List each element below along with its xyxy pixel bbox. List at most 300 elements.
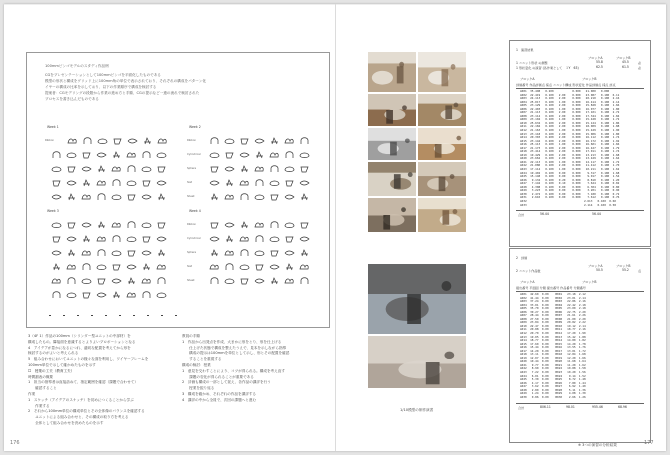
shape-sketch [284, 249, 295, 257]
shape-sketch [96, 151, 107, 159]
table-sub-head: ブロックB [582, 280, 597, 284]
shape-sketch [111, 193, 122, 201]
photo [418, 162, 466, 196]
shape-sketch [96, 249, 107, 257]
shape-sketch [51, 235, 62, 243]
shape-sketch [96, 221, 107, 229]
shape-sketch [284, 263, 295, 271]
shape-sketch [239, 193, 250, 201]
shape-sketch [126, 291, 137, 299]
shape-sketch [299, 179, 310, 187]
shape-sketch [96, 291, 107, 299]
shape-sketch [141, 151, 152, 159]
shape-sketch [126, 151, 137, 159]
shape-sketch [81, 151, 92, 159]
table-row: A014 20.303 0.200 2.00 0.000 16.112 0.100 1.74 [520, 135, 620, 140]
shape-sketch [141, 179, 152, 187]
table-total-label: 合計 [518, 405, 525, 410]
table-row: A012 21.163 0.100 1.00 0.000 15.429 0.100 1.90 [520, 128, 620, 133]
shape-sketch [299, 193, 310, 201]
body-text-line: 仕上げた状態で構成を整えたうえで、見本を示しながら指導 [182, 345, 287, 350]
figure-intro-line: 100mmビンゴモデルのスタディ作品例 [45, 64, 109, 68]
shape-sketch [284, 235, 295, 243]
shape-sketch [66, 221, 77, 229]
table-row: A016 15.44 0.00 B016 13.55 1.76 [520, 345, 586, 350]
table-head-row-value: 55.2 [622, 268, 629, 272]
grid-title: Week 2 [189, 125, 201, 129]
table-row: A022 21.080 0.100 2.00 0.000 11.412 0.100 1.70 [520, 163, 620, 168]
table-head-row-label: 1 ユニット形状 の調整 [516, 61, 548, 65]
table-row: A011 22.184 0.100 2.00 0.000 18.009 0.100 1.88 [520, 124, 620, 129]
table-row: A010 25.634 0.100 2.00 0.000 15.124 0.100 1.86 [520, 120, 620, 125]
shape-sketch [126, 193, 137, 201]
figure-intro-line: プロセスを書き込んだものである [45, 97, 99, 101]
photo [418, 198, 466, 232]
body-text-line: することを重視する [182, 357, 222, 362]
figure-intro-line: CGをプレゼンテーションとして100mmビンゴを平面化したものである [45, 73, 161, 77]
figure-intro-line: 提案者：CGモデリングの段階から作業の進め方と手順、CGの提示など一連の流れで検討された [45, 91, 200, 95]
table-row: A005 35.70 0.00 B005 23.00 2.18 [520, 306, 586, 311]
body-text-line: 4 講評の中から全員で、次回の課題へと進む [182, 397, 257, 402]
shape-sketch [156, 277, 167, 285]
table-row: A010 22.47 0.00 B010 19.12 2.14 [520, 323, 586, 328]
shape-sketch [96, 235, 107, 243]
figure-marker [63, 315, 65, 316]
table-row: A030 0.86 0.00 B030 2.66 1.26 [520, 394, 586, 399]
shape-sketch [111, 235, 122, 243]
table-row: A017 14.20 0.00 B017 13.01 1.72 [520, 348, 586, 353]
shape-sketch [254, 137, 265, 145]
body-text-line: 1 スケッチ（アイデアのスケッチ）を初めにつくることから学ぶ [28, 397, 134, 402]
shape-sketch [269, 165, 280, 173]
photo-caption: 1/10模型の制作演習 [400, 408, 434, 412]
shape-sketch [269, 137, 280, 145]
table-row: A001 35.498 0.200 0.000 21.000 0.000 [520, 89, 610, 93]
page-number-right: 177 [644, 440, 654, 446]
table-row: A001 42.60 0.00 B001 23.18 2.12 [520, 292, 586, 296]
table-row: A013 19.05 0.00 B013 15.42 1.88 [520, 334, 586, 339]
figure-intro-line: イヤーの構成の比率を示しており、以下の作業順序で構成を検討する [45, 85, 157, 89]
shape-sketch [81, 235, 92, 243]
shape-sketch [96, 179, 107, 187]
figure-intro-line: 模型の形状と構成をグリッド上に100mm角の単位で表示されており、それぞれの構成をパターン化 [45, 79, 206, 83]
shape-sketch [141, 235, 152, 243]
shape-sketch [97, 137, 108, 145]
shape-sketch [156, 193, 167, 201]
table-row: A029 1.24 0.00 B029 4.08 1.30 [520, 391, 586, 396]
shape-sketch [126, 263, 137, 271]
shape-sketch [239, 179, 250, 187]
shape-sketch [254, 151, 265, 159]
table-head-row-value: 62.5 [596, 65, 603, 69]
table-row: A011 20.88 0.00 B011 18.77 2.16 [520, 327, 586, 332]
photo [368, 264, 466, 334]
shape-sketch [254, 249, 265, 257]
body-text-line: 2 評価も構成の一部として捉え、各作品の講評を行う [182, 380, 271, 385]
shape-sketch [284, 179, 295, 187]
shape-sketch [239, 249, 250, 257]
shape-sketch [299, 165, 310, 173]
shape-sketch [209, 165, 220, 173]
shape-sketch [224, 193, 235, 201]
shape-sketch [96, 165, 107, 173]
right-column-text [182, 334, 330, 404]
table-row: A006 30.27 0.00 B006 22.75 2.20 [520, 309, 586, 314]
shape-sketch [142, 137, 153, 145]
shape-sketch [269, 151, 280, 159]
shape-sketch [224, 151, 235, 159]
shape-sketch [111, 249, 122, 257]
table-total-value: 955.46 [592, 404, 603, 409]
shape-sketch [111, 291, 122, 299]
table-row: A028 2.80 0.00 B028 5.11 1.36 [520, 387, 586, 392]
footer-note: ※ 3つの演習の分析結果 [578, 443, 617, 447]
body-text-line: ☐ 授業の工夫（教育工夫） [28, 368, 75, 373]
shape-sketch [156, 291, 167, 299]
shape-sketch [156, 221, 167, 229]
shape-sketch [239, 235, 250, 243]
table-row: A021 9.77 0.00 B021 11.20 1.62 [520, 362, 586, 367]
table-total-value: 56.44 [592, 212, 601, 217]
table-sub-head: ブロックA [520, 77, 535, 81]
table-row: A023 17.114 0.100 1.00 0.000 10.211 0.100 1.62 [520, 167, 620, 172]
body-text-line: ユニットによる組み合わせと、その構成の取り方を考える [28, 415, 129, 420]
body-text-line: 構成の提示は100mmを単位として示し、形とその配置を確認 [182, 351, 290, 356]
shape-sketch [51, 249, 62, 257]
table-row: A004 25.017 0.100 1.00 0.000 16.414 0.100 2.14 [520, 99, 620, 104]
shape-sketch [51, 179, 62, 187]
shape-sketch [224, 263, 235, 271]
shape-sketch [269, 263, 280, 271]
photo [418, 128, 466, 160]
table-head-row-value: 55.8 [596, 60, 603, 64]
shape-sketch [81, 249, 92, 257]
table-row: A026 4.17 0.00 B026 7.80 1.44 [520, 380, 586, 385]
table-row: A018 13.11 0.00 B018 12.84 1.68 [520, 352, 586, 357]
shape-sketch [141, 277, 152, 285]
grid-row-label: Cylindrical [187, 237, 201, 240]
shape-sketch [51, 291, 62, 299]
photo [368, 336, 466, 388]
photo [368, 162, 416, 196]
photo [368, 94, 416, 126]
shape-sketch [111, 221, 122, 229]
shape-sketch [269, 221, 280, 229]
table-total-value: 806.11 [540, 404, 551, 409]
table-row: A006 22.403 0.100 1.00 0.000 16.077 0.100 1.80 [520, 106, 620, 111]
shape-sketch [239, 165, 250, 173]
body-text-line: 作業する [28, 403, 50, 408]
table-row: A020 10.44 0.00 B020 11.68 1.64 [520, 359, 586, 364]
shape-sketch [299, 263, 310, 271]
figure-marker [161, 315, 163, 316]
shape-sketch [141, 263, 152, 271]
figure-marker [77, 315, 79, 316]
table-row: A030 2.472 0.100 0.00 0.000 7.180 0.100 0.72 [520, 191, 620, 196]
photo [418, 94, 466, 126]
grid-row-label: Ribbon [187, 139, 197, 142]
shape-sketch [269, 235, 280, 243]
shape-sketch [299, 151, 310, 159]
shape-sketch [81, 277, 92, 285]
shape-sketch [156, 249, 167, 257]
shape-sketch [284, 165, 295, 173]
shape-sketch [224, 165, 235, 173]
shape-sketch [269, 277, 280, 285]
shape-sketch [126, 179, 137, 187]
body-text-line: 確認すること [28, 386, 57, 391]
body-text-line: 100mm単位で示して確かめたものを示す [28, 362, 96, 367]
body-text-line: 2 それから100mm単位の構成単位とその全体像のバランスを確認する [28, 409, 145, 414]
shape-sketch [284, 137, 295, 145]
grid-row-label: Sheet [187, 279, 195, 282]
table-row: A027 3.62 0.00 B027 6.92 1.40 [520, 384, 586, 389]
shape-sketch [66, 165, 77, 173]
photo [368, 52, 416, 92]
body-text-line: 構成したもの。隣接面を意識するとよりよいプロポーションとなる [28, 339, 136, 344]
figure-marker [91, 315, 93, 316]
table-row: A022 8.90 0.00 B022 10.88 1.58 [520, 366, 586, 371]
table-total-label: 合計 [518, 213, 525, 218]
table-row: A003 37.24 0.00 B003 22.86 2.16 [520, 299, 586, 304]
table-row: A013 23.118 0.100 2.00 0.000 15.006 0.100 1.80 [520, 131, 620, 136]
shape-sketch [239, 137, 250, 145]
shape-sketch [269, 179, 280, 187]
table-col-head: ブロックA [588, 56, 603, 60]
grid-row-label: Sphere [187, 167, 197, 170]
shape-sketch [239, 221, 250, 229]
shape-sketch [126, 277, 137, 285]
shape-sketch [209, 235, 220, 243]
grid-title: Week 4 [189, 209, 201, 213]
table-section-title: 1 演習結果 [516, 48, 534, 52]
table-row: A008 23.114 0.100 2.00 0.000 17.344 0.100 1.84 [520, 113, 620, 118]
grid-title: Week 3 [47, 209, 59, 213]
table-row: A031 2.610 0.100 0.00 0.000 7.612 0.100 0.76 [520, 195, 620, 200]
figure-marker [175, 315, 177, 316]
shape-sketch [156, 235, 167, 243]
shape-sketch [299, 235, 310, 243]
table-row: A028 4.308 0.100 0.00 0.000 6.304 0.100 0.80 [520, 184, 620, 189]
shape-sketch [239, 277, 250, 285]
body-text-line: 1 作品から出発点を作成、大まかに形をとり、形を仕上げる [182, 339, 282, 344]
grid-row-label: Slat [187, 181, 192, 184]
shape-sketch [126, 249, 137, 257]
table-row: A004 33.01 0.00 B004 22.42 2.18 [520, 302, 586, 307]
grid-row-label: Sheet [187, 195, 195, 198]
shape-sketch [66, 249, 77, 257]
body-text-line: 授業を振り返る [182, 386, 215, 391]
figure-marker [133, 315, 135, 316]
table-row: A023 7.22 0.00 B023 10.20 1.56 [520, 370, 586, 375]
figure-marker [147, 315, 149, 316]
table-head-row-unit: 必 [638, 66, 642, 70]
table-rows [520, 293, 586, 399]
figure-marker [49, 315, 51, 316]
table-row: A020 23.662 0.100 2.00 0.000 13.429 0.100 1.64 [520, 156, 620, 161]
shape-sketch [299, 249, 310, 257]
table-row: A015 17.60 0.00 B015 14.20 1.78 [520, 341, 586, 346]
shape-sketch [111, 151, 122, 159]
shape-sketch [141, 291, 152, 299]
shape-sketch [284, 277, 295, 285]
grid-row-label: Ribbon [45, 139, 55, 142]
shape-sketch [82, 137, 93, 145]
shape-sketch [126, 235, 137, 243]
table-total-value: 56.44 [540, 212, 549, 217]
shape-sketch [239, 263, 250, 271]
table-head-row-label: 2 ユニット作品数 [516, 269, 541, 273]
grid-row-label: Slat [187, 265, 192, 268]
body-text-line: 1 意見を交わすことにより、コツが得られる。構成を考え直す [182, 368, 285, 373]
table-row: A015 23.144 0.200 2.00 0.000 16.172 0.100 1.92 [520, 138, 620, 143]
shape-sketch [126, 165, 137, 173]
shape-sketch [209, 263, 220, 271]
table-col-head: ブロックB [616, 56, 631, 60]
shape-sketch [224, 277, 235, 285]
shape-sketch [141, 193, 152, 201]
table-head-row-value: 61.5 [622, 65, 629, 69]
body-text-line: 全体として組み合わせを決めたものを示す [28, 420, 104, 425]
book-spread [4, 4, 666, 451]
table-sub-head: ブロックA [520, 280, 535, 284]
table-head-row-unit: 点 [638, 269, 642, 273]
shape-sketch [209, 137, 220, 145]
table-head-row-unit: 必 [638, 61, 642, 65]
shape-sketch [156, 165, 167, 173]
shape-sketch [156, 151, 167, 159]
shape-sketch [81, 193, 92, 201]
shape-sketch [51, 277, 62, 285]
shape-sketch [209, 277, 220, 285]
photo [418, 52, 466, 92]
shape-sketch [209, 193, 220, 201]
shape-sketch [81, 263, 92, 271]
shape-sketch [254, 165, 265, 173]
shape-sketch [66, 235, 77, 243]
shape-sketch [51, 221, 62, 229]
body-text-line: 課題の変化が得られることが重要である [182, 374, 254, 379]
shape-sketch [96, 193, 107, 201]
shape-sketch [224, 179, 235, 187]
shape-sketch [254, 235, 265, 243]
shape-sketch [209, 249, 220, 257]
shape-sketch [67, 137, 78, 145]
table-row: A024 6.01 0.00 B024 9.14 1.52 [520, 373, 586, 378]
figure-intro [45, 63, 315, 102]
body-text-line: 作業 [28, 391, 36, 396]
shape-sketch [112, 137, 123, 145]
photo [368, 128, 416, 160]
shape-sketch [126, 221, 137, 229]
shape-sketch [141, 249, 152, 257]
body-text-line: 3 構成を確かめ、それぞれの作品を講評する [182, 391, 257, 396]
shape-sketch [157, 137, 168, 145]
shape-sketch [209, 179, 220, 187]
page-number-left: 176 [10, 440, 20, 446]
shape-sketch [81, 179, 92, 187]
body-text-line: 1 担当の指導者は直接訪ねて、指定範囲を確認（課題で合わせて） [28, 380, 138, 385]
table-row: A018 23.414 0.100 2.00 0.000 17.011 0.100 1.74 [520, 149, 620, 154]
shape-sketch [284, 221, 295, 229]
shape-sketch [141, 165, 152, 173]
table-row: A005 23.129 0.100 2.00 0.000 15.828 0.100 1.66 [520, 103, 620, 108]
body-text-line: 構成の検討：授業 [182, 362, 211, 367]
table-row: A024 19.402 0.100 0.00 0.000 9.317 0.100 1.68 [520, 170, 620, 175]
shape-sketch [156, 263, 167, 271]
table-row: A017 21.173 0.100 2.00 0.000 16.427 0.100 1.79 [520, 145, 620, 150]
table-row: A016 25.113 0.100 1.00 0.000 16.601 0.100 1.66 [520, 142, 620, 147]
shape-sketch [284, 151, 295, 159]
shape-sketch [156, 179, 167, 187]
shape-sketch [254, 277, 265, 285]
table-col-head: ブロックB [616, 264, 631, 268]
shape-sketch [254, 221, 265, 229]
table-row: A008 27.50 0.00 B008 21.00 2.20 [520, 316, 586, 321]
left-column-text [28, 334, 178, 427]
body-text-line: 3（4F 1）作品の100mm（シリンダー型ユニットの中部材）を [28, 334, 131, 338]
shape-sketch [254, 193, 265, 201]
body-text-line: 5 組み合わせにおいてユニットの様々な面を利用し、ワイヤーフレームを [28, 357, 149, 362]
table-row: A033 2.114 0.100 0.58 [520, 202, 616, 207]
shape-sketch [111, 179, 122, 187]
table-total-value: 68.96 [618, 404, 627, 409]
shape-sketch [269, 193, 280, 201]
shape-sketch [224, 249, 235, 257]
study-figure [26, 52, 330, 328]
body-text-line: 教員の手順 [182, 334, 200, 338]
shape-sketch [224, 221, 235, 229]
shape-sketch [224, 235, 235, 243]
shape-sketch [51, 263, 62, 271]
shape-sketch [269, 249, 280, 257]
photo [368, 198, 416, 232]
table-column-headers: 提出番号 平面図 分類 提出番号 作品番号 分類番号 [516, 286, 586, 290]
table-head-row-label: 1 形状変化 の演習 (各作業として １Y 63) [516, 66, 579, 70]
table-row: A007 28.44 0.00 B007 21.61 2.26 [520, 313, 586, 318]
shape-sketch [66, 179, 77, 187]
table-sub-head: ブロックB [582, 77, 597, 81]
shape-sketch [239, 151, 250, 159]
grid-title: Week 1 [47, 125, 59, 129]
table-row: A012 20.70 0.00 B012 17.20 1.90 [520, 331, 586, 336]
shape-sketch [299, 137, 310, 145]
table-row: A032 2.613 0.100 0.60 [520, 198, 616, 203]
table-row: A026 9.134 0.100 0.20 0.000 8.810 0.100 1.20 [520, 177, 620, 182]
table-rows [520, 90, 619, 207]
shape-sketch [299, 221, 310, 229]
table-row: A025 15.148 0.100 0.00 0.000 9.017 0.100 1.54 [520, 174, 620, 179]
grid-row-label: Ribbon [187, 223, 197, 226]
table-row: A021 22.113 0.100 1.00 0.000 12.117 0.100 1.72 [520, 159, 620, 164]
shape-sketch [66, 193, 77, 201]
table-row: A002 41.44 0.00 B002 23.01 2.14 [520, 295, 586, 300]
table-row: A019 19.429 0.100 2.00 0.000 13.213 0.100 1.68 [520, 152, 620, 157]
grid-row-label: Sphere [187, 251, 197, 254]
table-head-row-value: 45.5 [622, 60, 629, 64]
table-head-row-value: 50.5 [596, 268, 603, 272]
table-column-headers: 評価番号 作品評価点 採点 ユニット構成 形状変化 作品評価点 採点 評点 [516, 83, 616, 87]
table-row: A014 18.77 0.00 B014 14.80 1.82 [520, 338, 586, 343]
shape-sketch [141, 221, 152, 229]
shape-sketch [254, 179, 265, 187]
shape-sketch [111, 277, 122, 285]
table-row: A025 5.30 0.00 B025 8.72 1.48 [520, 377, 586, 382]
shape-sketch [51, 151, 62, 159]
table-rule [516, 403, 644, 404]
shape-sketch [127, 137, 138, 145]
table-row: A009 23.104 0.100 1.00 0.000 15.428 0.100 1.72 [520, 117, 620, 122]
